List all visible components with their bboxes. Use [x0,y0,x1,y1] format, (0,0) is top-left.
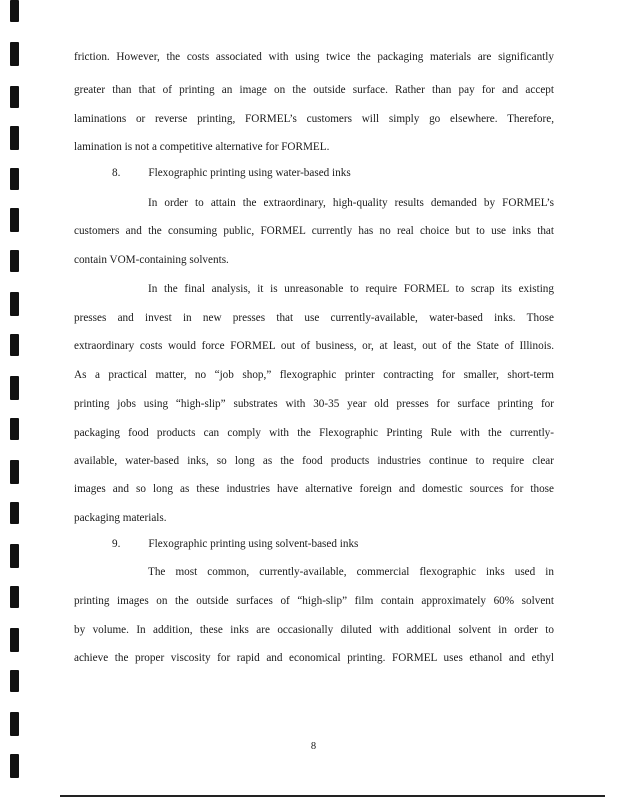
body-text-line: by volume. In addition, these inks are occasionally diluted with additional solvent in order to [74,624,554,636]
body-text-line: contain VOM-containing solvents. [74,254,229,266]
body-text-line: printing images on the outside surfaces of “high-slip” film contain approximately 60% solvent [74,595,554,607]
binder-mark [10,208,19,232]
binder-mark [10,502,19,524]
body-text-line: laminations or reverse printing, FORMEL’s customers will simply go elsewhere. Therefore, [74,113,554,125]
binder-mark [10,86,19,108]
binder-mark [10,42,19,66]
binder-mark [10,628,19,652]
body-text-line: packaging food products can comply with the Flexographic Printing Rule with the currently- [74,427,554,439]
binder-mark [10,126,19,150]
body-text-line: The most common, currently-available, commercial flexographic inks used in [148,566,554,578]
body-text-line: greater than that of printing an image on the outside surface. Rather than pay for and accept [74,84,554,96]
body-text-line: achieve the proper viscosity for rapid and economical printing. FORMEL uses ethanol and ethyl [74,652,554,664]
body-text-line: In the final analysis, it is unreasonable to require FORMEL to scrap its existing [148,283,554,295]
page-number: 8 [310,741,317,752]
body-text-line: In order to attain the extraordinary, high-quality results demanded by FORMEL’s [148,197,554,209]
binder-mark [10,168,19,190]
binder-mark [10,0,19,22]
binder-mark [10,544,19,568]
body-text-line: presses and invest in new presses that use currently-available, water-based inks. Those [74,312,554,324]
binder-mark [10,418,19,440]
section-heading-8: 8. Flexographic printing using water-based inks [112,167,351,179]
body-text-line: lamination is not a competitive alternative for FORMEL. [74,141,330,153]
binder-mark [10,754,19,778]
binder-mark [10,586,19,608]
body-text-line: printing jobs using “high-slip” substrates with 30-35 year old presses for surface printing for [74,398,554,410]
body-text-line: images and so long as these industries have alternative foreign and domestic sources for those [74,483,554,495]
body-text-line: friction. However, the costs associated with using twice the packaging materials are significantly [74,51,554,63]
binder-mark [10,376,19,400]
binder-mark [10,712,19,736]
binder-hole-marks [10,0,24,800]
body-text-line: packaging materials. [74,512,167,524]
binder-mark [10,460,19,484]
binder-mark [10,670,19,692]
body-text-line: As a practical matter, no “job shop,” flexographic printer contracting for smaller, short-term [74,369,554,381]
binder-mark [10,292,19,316]
binder-mark [10,334,19,356]
body-text-line: extraordinary costs would force FORMEL out of business, or, at least, out of the State of Illinois. [74,340,554,352]
body-text-line: available, water-based inks, so long as the food products industries continue to require clear [74,455,554,467]
binder-mark [10,250,19,272]
section-heading-9: 9. Flexographic printing using solvent-based inks [112,538,359,550]
body-text-line: customers and the consuming public, FORMEL currently has no real choice but to use inks that [74,225,554,237]
footer-scan-edge [60,795,605,797]
